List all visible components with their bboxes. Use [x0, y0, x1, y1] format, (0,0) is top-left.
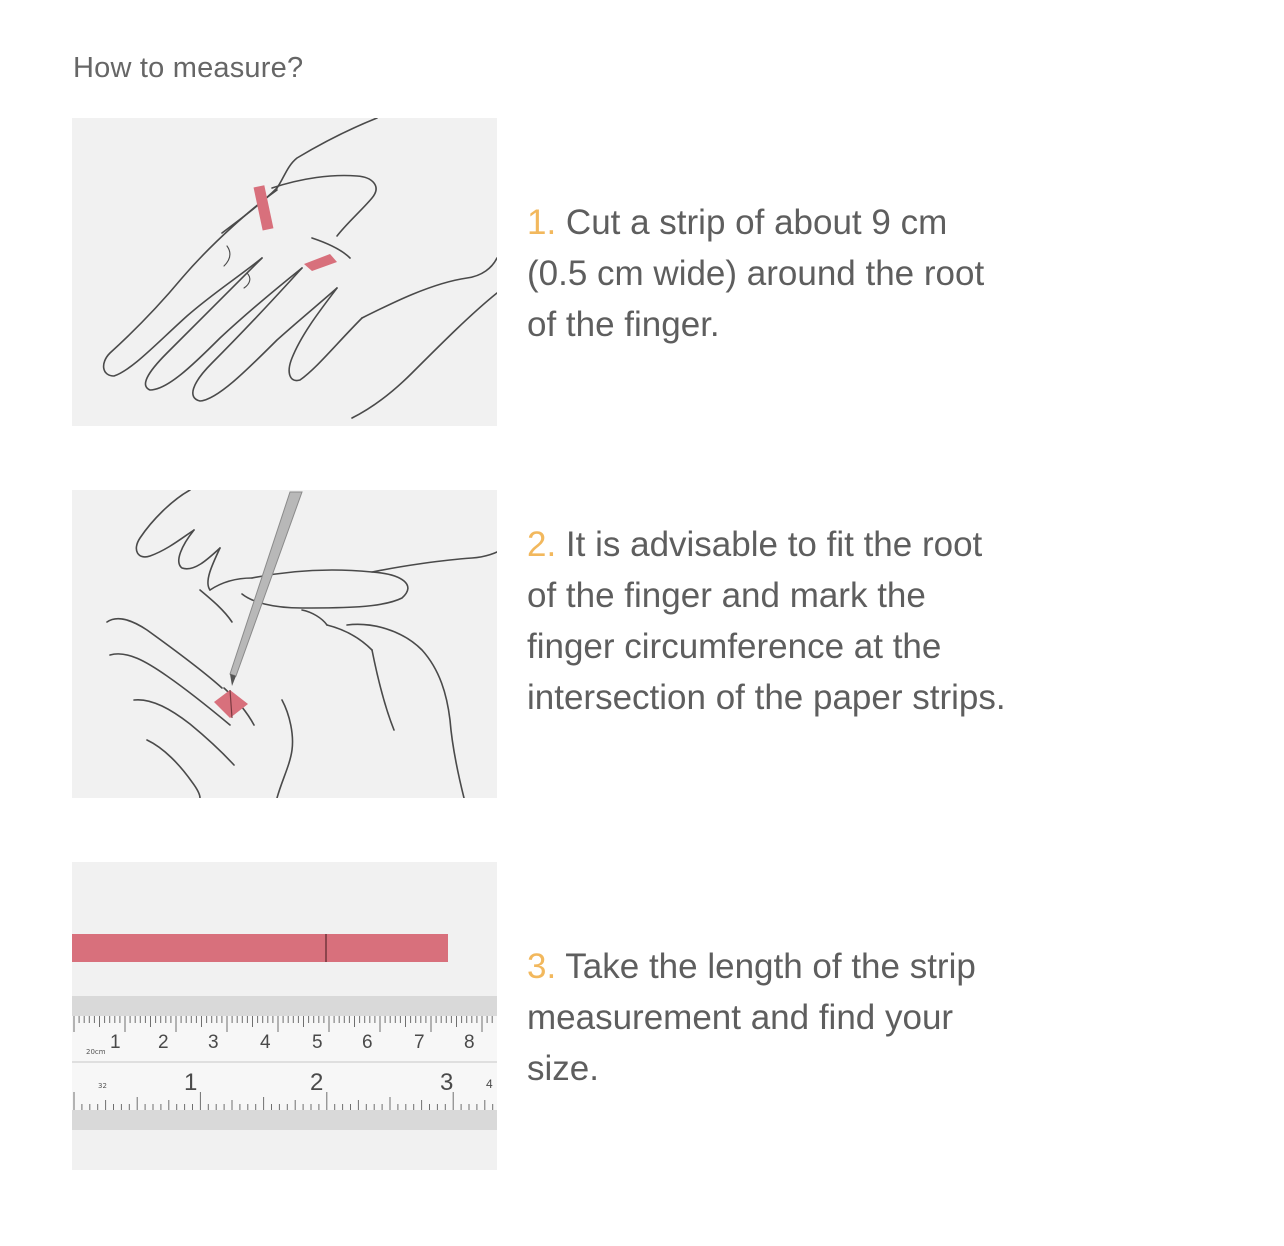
step-1-text — [527, 197, 1017, 350]
step-2-text — [527, 519, 1017, 723]
marking-illustration-svg — [72, 490, 497, 798]
step-1 — [72, 118, 1072, 426]
paper-strip-ring — [304, 254, 337, 271]
ruler-inch-label: 32 — [98, 1082, 107, 1090]
page-title: How to measure? — [73, 52, 304, 84]
hand-with-strip-illustration — [72, 118, 497, 426]
pen-tip — [230, 674, 236, 686]
step-3-number: 3. — [527, 947, 557, 986]
marking-strip-illustration — [72, 490, 497, 798]
ruler-illustration-svg — [72, 862, 497, 1170]
measured-strip — [72, 934, 448, 962]
step-3-description: Take the length of the strip measurement and find your size. — [527, 947, 976, 1088]
ruler-cm-5: 5 — [312, 1032, 323, 1053]
step-3-text — [527, 941, 1017, 1094]
step-3 — [72, 862, 1072, 1170]
ruler-cm-3: 3 — [208, 1032, 219, 1053]
ruler-inch-3: 3 — [440, 1069, 454, 1096]
step-2-description: It is advisable to fit the root of the finger and mark the finger circumference at the intersection of the paper strips. — [527, 525, 1006, 717]
ruler-unit-label: 20cm — [86, 1048, 106, 1056]
step-1-description: Cut a strip of about 9 cm (0.5 cm wide) around the root of the finger. — [527, 203, 985, 344]
ruler-cm-2: 2 — [158, 1032, 169, 1053]
ruler-cm-7: 7 — [414, 1032, 425, 1053]
step-2-number: 2. — [527, 525, 557, 564]
ruler-end-mark: 4 — [486, 1077, 493, 1091]
paper-strip-upper — [254, 185, 274, 230]
ruler-cm-4: 4 — [260, 1032, 271, 1053]
ruler-cm-1: 1 — [110, 1032, 121, 1053]
ruler-cm-8: 8 — [464, 1032, 475, 1053]
hand-illustration-svg — [72, 118, 497, 426]
ruler-inch-2: 2 — [310, 1069, 324, 1096]
step-1-number: 1. — [527, 203, 557, 242]
ruler-inch-1: 1 — [184, 1069, 198, 1096]
step-2 — [72, 490, 1072, 798]
ruler-cm-6: 6 — [362, 1032, 373, 1053]
pen — [230, 492, 302, 676]
ruler-illustration — [72, 862, 497, 1170]
